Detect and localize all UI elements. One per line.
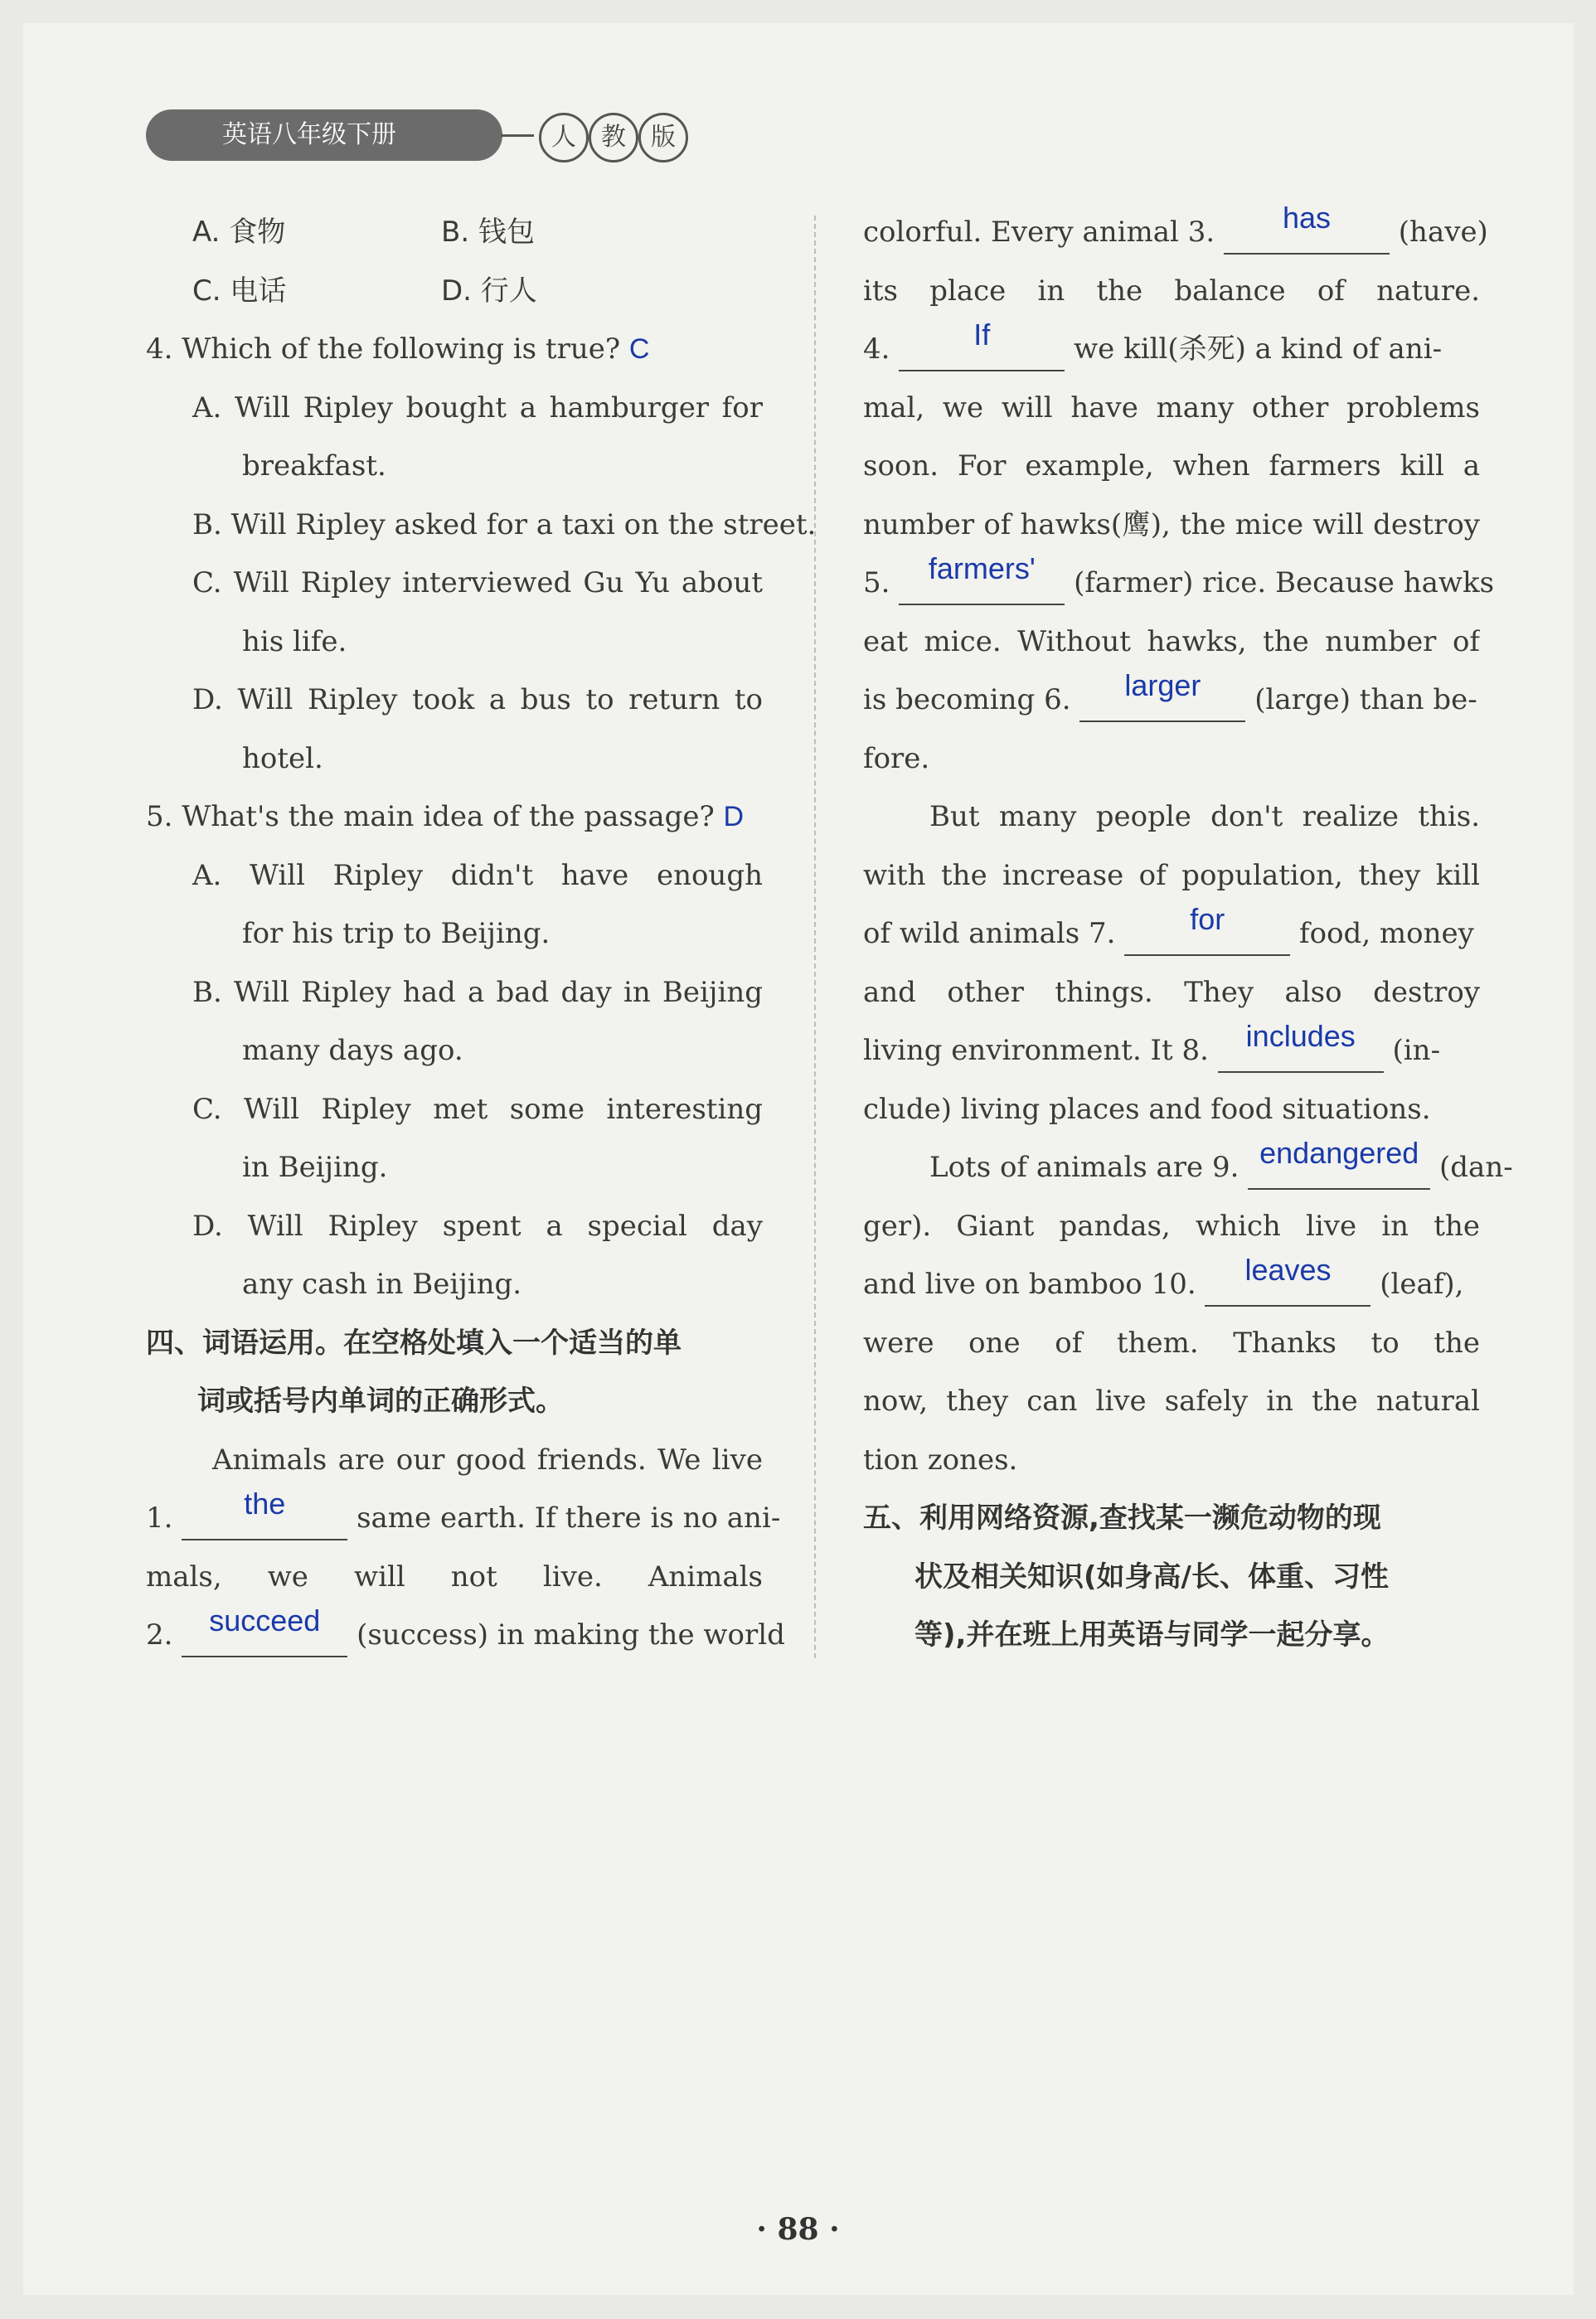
passage-line: But many people don't realize this. [929, 800, 1480, 833]
option-a: A. 食物 [192, 216, 286, 249]
passage-line: soon. For example, when farmers kill a [863, 449, 1480, 483]
section-5-heading-cont: 状及相关知识(如身高/长、体重、习性 [914, 1560, 1389, 1594]
banner-connector [501, 134, 534, 137]
book-title: 英语八年级下册 [222, 120, 396, 149]
question-5: 5. What's the main idea of the passage? D [146, 800, 745, 833]
column-divider [814, 216, 816, 1658]
question-4: 4. Which of the following is true? C [146, 332, 650, 366]
passage-line: its place in the balance of nature. [863, 274, 1480, 308]
q5-option-b: B. Will Ripley had a bad day in Beijing [192, 975, 763, 1009]
passage-line: ger). Giant pandas, which live in the [863, 1209, 1480, 1243]
q5-option-c: C. Will Ripley met some interesting [192, 1092, 763, 1126]
option-d: D. 行人 [441, 274, 537, 308]
answer-mark: C [628, 333, 650, 365]
book-title-banner [146, 109, 502, 161]
left-column [146, 203, 817, 1665]
passage-line: 2. succeed (success) in making the world [146, 1606, 763, 1665]
blank-1: the [182, 1497, 347, 1540]
q4-option-a-cont: breakfast. [242, 449, 386, 483]
q5-option-b-cont: many days ago. [242, 1034, 463, 1067]
blank-4: If [899, 328, 1065, 371]
edition-badge-3: 版 [638, 113, 688, 163]
passage-line: now, they can live safely in the natural [863, 1385, 1480, 1418]
page-number: · 88 · [756, 2212, 840, 2247]
q5-option-d: D. Will Ripley spent a special day [192, 1209, 763, 1243]
blank-9: endangered [1248, 1147, 1430, 1190]
q5-option-a-cont: for his trip to Beijing. [242, 917, 551, 950]
q5-option-d-cont: any cash in Beijing. [242, 1268, 522, 1301]
passage-line: number of hawks(鹰), the mice will destroy [863, 507, 1480, 541]
passage-line: tion zones. [863, 1443, 1018, 1477]
passage-line: mal, we will have many other problems [863, 391, 1480, 425]
blank-7: for [1124, 913, 1290, 956]
passage-line: 4. If we kill(杀死) a kind of ani- [863, 320, 1480, 379]
edition-badge-1: 人 [539, 113, 589, 163]
passage-line: and other things. They also destroy [863, 975, 1480, 1009]
passage-line: Animals are our good friends. We live [212, 1443, 763, 1477]
passage-line: were one of them. Thanks to the [863, 1326, 1480, 1360]
q4-option-c: C. Will Ripley interviewed Gu Yu about [192, 566, 763, 599]
passage-line: of wild animals 7. for food, money [863, 905, 1480, 963]
section-4-heading-cont: 词或括号内单词的正确形式。 [197, 1385, 564, 1418]
q4-option-a: A. Will Ripley bought a hamburger for [192, 391, 763, 425]
passage-line: clude) living places and food situations. [863, 1092, 1431, 1126]
blank-2: succeed [182, 1614, 347, 1657]
option-b: B. 钱包 [441, 216, 535, 249]
options-row [146, 203, 763, 262]
passage-line: 1. the same earth. If there is no ani- [146, 1489, 763, 1548]
passage-line: colorful. Every animal 3. has (have) [863, 203, 1480, 262]
passage-line: 5. farmers' (farmer) rice. Because hawks [863, 554, 1480, 613]
passage-line: eat mice. Without hawks, the number of [863, 624, 1480, 658]
blank-3: has [1224, 211, 1390, 255]
edition-badge-2: 教 [589, 113, 638, 163]
right-column [863, 201, 1513, 1665]
q4-option-d: D. Will Ripley took a bus to return to [192, 683, 763, 716]
answer-mark: D [723, 801, 745, 832]
q4-option-c-cont: his life. [242, 624, 347, 658]
option-c: C. 电话 [192, 274, 287, 308]
q4-option-d-cont: hotel. [242, 741, 323, 775]
passage-line: Lots of animals are 9. endangered (dan- [863, 1138, 1480, 1197]
section-5-heading: 五、利用网络资源,查找某一濒危动物的现 [863, 1502, 1381, 1535]
section-5-heading-cont: 等),并在班上用英语与同学一起分享。 [914, 1618, 1390, 1652]
blank-8: includes [1218, 1030, 1384, 1073]
blank-5: farmers' [899, 562, 1065, 605]
passage-line: with the increase of population, they kill [863, 858, 1480, 892]
section-4-heading: 四、词语运用。在空格处填入一个适当的单 [146, 1326, 682, 1360]
options-row [146, 262, 763, 321]
q4-option-b: B. Will Ripley asked for a taxi on the street. [192, 507, 817, 541]
passage-line: and live on bamboo 10. leaves (leaf), [863, 1255, 1480, 1314]
passage-line: is becoming 6. larger (large) than be- [863, 671, 1480, 730]
blank-10: leaves [1205, 1264, 1370, 1307]
passage-line: living environment. It 8. includes (in- [863, 1021, 1480, 1080]
passage-line: mals, we will not live. Animals [146, 1560, 763, 1594]
blank-6: larger [1079, 679, 1245, 722]
q5-option-a: A. Will Ripley didn't have enough [192, 858, 763, 892]
passage-line: fore. [863, 741, 930, 775]
q5-option-c-cont: in Beijing. [242, 1151, 388, 1184]
